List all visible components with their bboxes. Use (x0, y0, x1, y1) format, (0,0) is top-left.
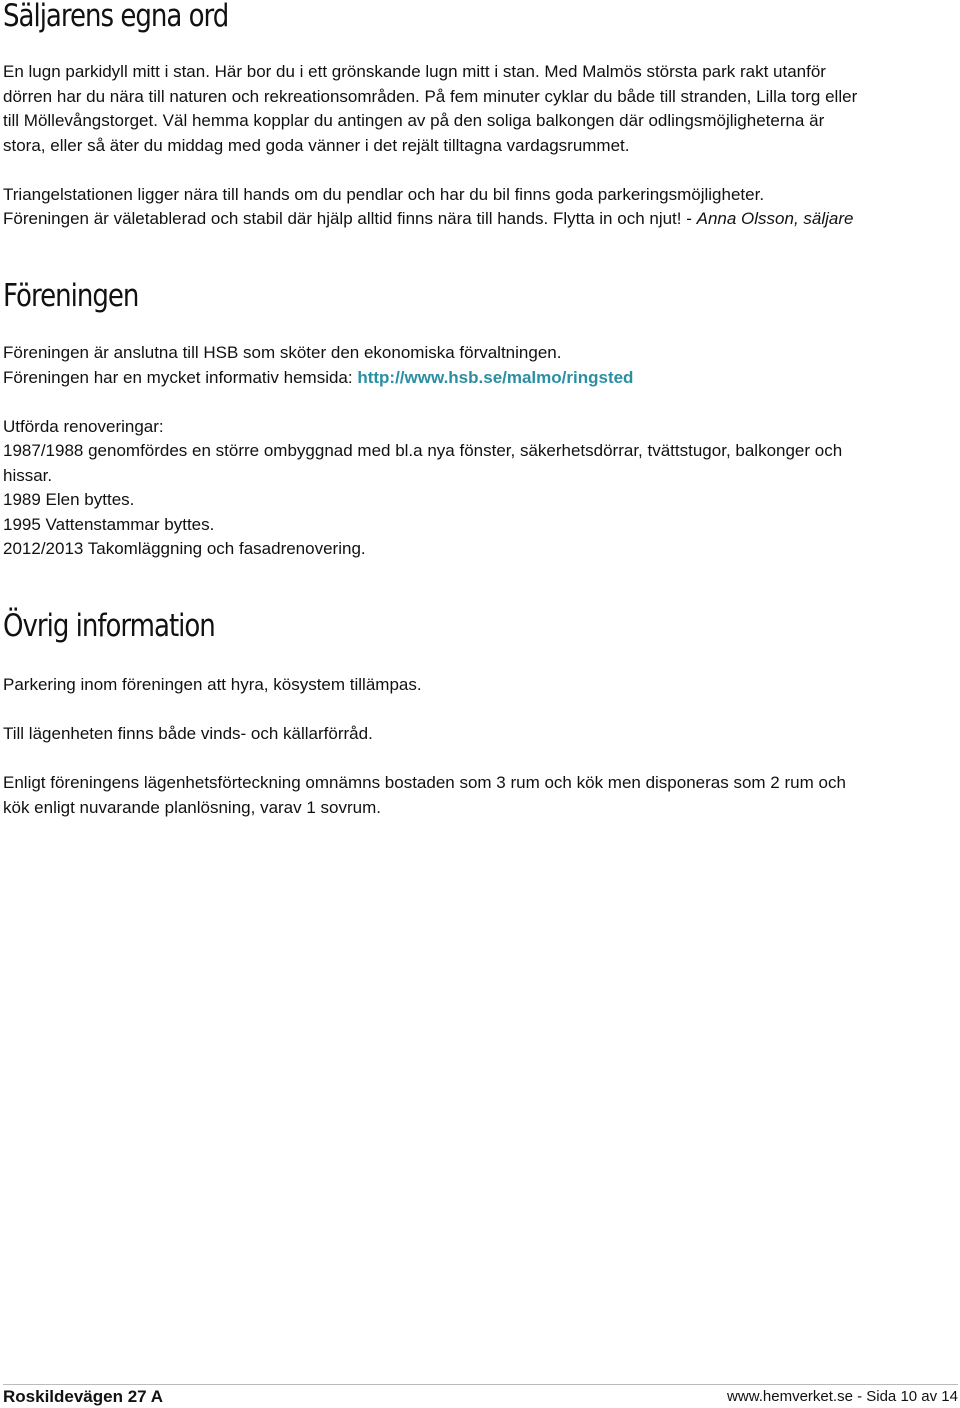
renovation-item: 1989 Elen byttes. (3, 490, 135, 509)
seller-paragraph-line: dörren har du nära till naturen och rekreationsområden. På fem minuter cyklar du både till stranden, Lilla torg eller (3, 86, 858, 106)
section-heading-seller: Säljarens egna ord (3, 0, 229, 34)
association-line (3, 366, 953, 391)
renovation-item: 1987/1988 genomfördes en större ombyggnad med bl.a nya fönster, säkerhetsdörrar, tvättstugor, balkonger och (3, 441, 843, 460)
association-website-link[interactable]: http://www.hsb.se/malmo/ringsted (357, 367, 634, 387)
website-label: Föreningen har en mycket informativ hemsida: (3, 367, 358, 387)
seller-paragraph-line (3, 207, 953, 232)
other-text (3, 673, 953, 820)
renovation-item: hissar. (3, 465, 53, 485)
parking-info: Parkering inom föreningen att hyra, kösystem tillämpas. (3, 675, 422, 694)
renovation-item: 2012/2013 Takomläggning och fasadrenovering. (3, 539, 366, 558)
seller-paragraph-line: Triangelstationen ligger nära till hands om du pendlar och har du bil finns goda parkeringsmöjligheter. (3, 184, 765, 204)
storage-info: Till lägenheten finns både vinds- och källarförråd. (3, 724, 373, 743)
footer-page-info: www.hemverket.se - Sida 10 av 14 (727, 1388, 958, 1405)
section-heading-association: Föreningen (3, 278, 139, 314)
association-text (3, 341, 953, 562)
seller-closing-text: Föreningen är väletablerad och stabil där hjälp alltid finns nära till hands. Flytta in och njut! - (3, 209, 697, 228)
section-heading-other: Övrig information (3, 608, 215, 644)
seller-text (3, 60, 953, 232)
page-footer (3, 1384, 958, 1407)
seller-signature: Anna Olsson, säljare (696, 209, 854, 228)
renovation-item: 1995 Vattenstammar byttes. (3, 514, 215, 534)
seller-paragraph-line: till Möllevångstorget. Väl hemma kopplar du antingen av på den soliga balkongen där odlingsmöjligheterna är (3, 111, 825, 130)
renovations-label: Utförda renoveringar: (3, 416, 164, 436)
rooms-info-line: Enligt föreningens lägenhetsförteckning omnämns bostaden som 3 rum och kök men disponeras som 2 rum och (3, 773, 846, 792)
seller-paragraph-line: stora, eller så äter du middag med goda vänner i det rejält tilltagna vardagsrummet. (3, 135, 630, 155)
rooms-info-line: kök enligt nuvarande planlösning, varav 1 sovrum. (3, 797, 381, 817)
footer-address: Roskildevägen 27 A (3, 1387, 163, 1406)
association-line: Föreningen är anslutna till HSB som sköter den ekonomiska förvaltningen. (3, 343, 562, 362)
seller-paragraph-line: En lugn parkidyll mitt i stan. Här bor du i ett grönskande lugn mitt i stan. Med Malmös största park rakt utanför (3, 62, 826, 81)
